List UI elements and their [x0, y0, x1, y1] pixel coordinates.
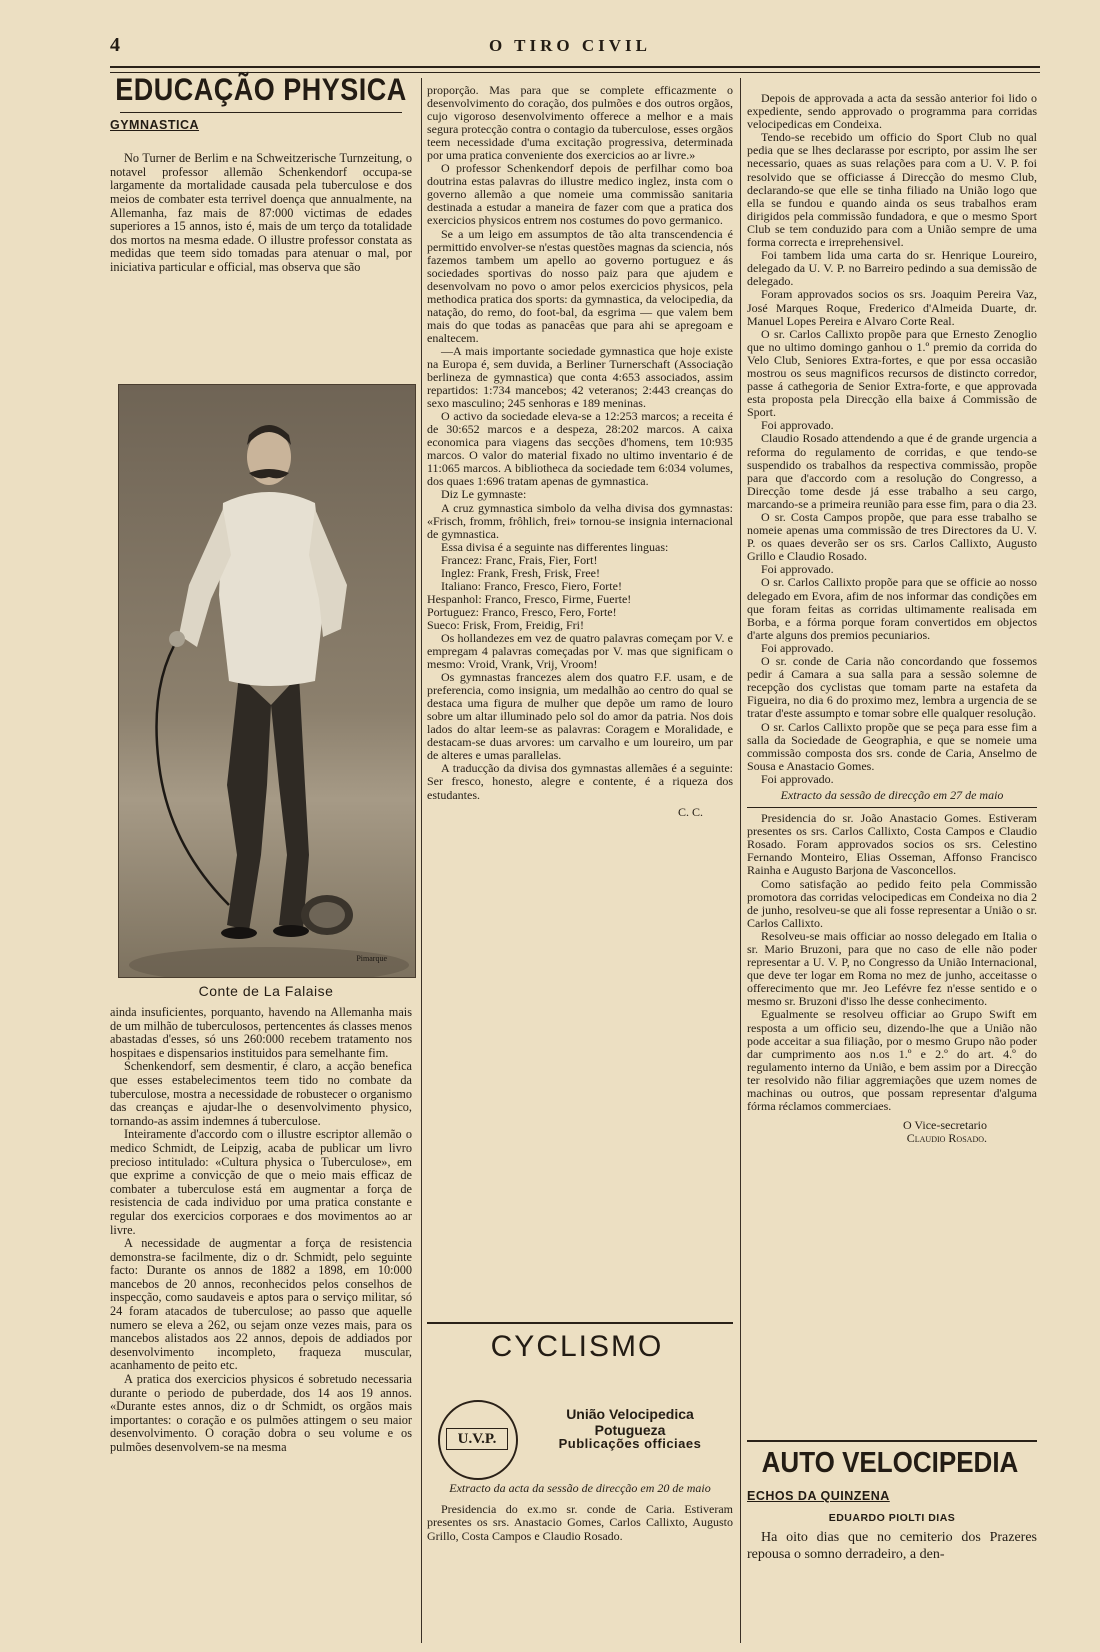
- newspaper-title: O TIRO CIVIL: [489, 36, 651, 55]
- paragraph: Ha oito dias que no cemiterio dos Prazeres repousa o somno derradeiro, a den-: [747, 1530, 1037, 1563]
- fencer-photograph: [118, 384, 416, 978]
- auto-subtitle: ECHOS DA QUINZENA: [747, 1489, 890, 1503]
- paragraph: Os hollandezes em vez de quatro palavras começam por V. e empregam 4 palavras começadas por V. mas que significam o mesmo: Vroid, Vrank, Vrij, Vroom!: [427, 630, 733, 672]
- column-1-top: [110, 72, 412, 275]
- paragraph: Foi approvado.: [761, 562, 834, 577]
- extract-heading: Extracto da acta da sessão de direcção em 20 de maio: [449, 1481, 711, 1495]
- column-1-bottom: [110, 1006, 412, 1455]
- auto-rule: [747, 1440, 1037, 1442]
- cyclismo-heading: [427, 1330, 727, 1364]
- motto-line: Sueco: Frisk, From, Freidig, Fri!: [427, 617, 585, 632]
- paragraph: O sr. Carlos Callixto propõe para que Ernesto Zenoglio que no ultimo domingo ganhou o 1.º premio da corrida do Velo Club, Seniores Extra-fortes, e que por essa occasião mostrou os seus magnificos recursos de distincto corredor, passe á cathegoria de Senior Extra-forte, e que approvada esta proposta pela Direcção ella baixe á Commissão de Sport.: [747, 326, 1037, 420]
- cyclismo-title: CYCLISMO: [490, 1330, 664, 1363]
- cyclismo-body: [427, 1482, 733, 1543]
- paragraph: Presidencia do ex.mo sr. conde de Caria. Estiveram presentes os srs. Anastacio Gomes, Carlos Callixto, Augusto Grillo, Costa Campos e Claudio Rosado.: [427, 1502, 733, 1543]
- paragraph: Depois de approvada a acta da sessão anterior foi lido o expediente, sendo approvado o programma para corridas velocipedicas em Condeixa.: [747, 91, 1037, 132]
- paragraph: —A mais importante sociedade gymnastica que hoje existe na Europa é, sem duvida, a Berliner Turnerschaft (Associação berlineza de gymnastica) que conta 4:653 associados, assim repartidos: 1:734 mancebos; 42 veteranos; 2:443 creanças do sexo masculino; 245 senhoras e 189 meninas.: [427, 343, 733, 411]
- paragraph: Os gymnastas francezes alem dos quatro F.F. usam, e de preferencia, como insignia, um medalhão ao centro do qual se destaca uma figura de mulher que depõe um ramo de louro sobre um altar illuminado pelo sol do amor da patria. Nos dois lados do altar leem-se as palavras: Coragem e Moralidade, e destacam-se duas arvores: um carvalho e um loureiro, um par de alteres e umas parallelas.: [427, 670, 733, 763]
- paragraph: ainda insuficientes, porquanto, havendo na Allemanha mais de um milhão de tuberculosos, pertencentes ás classes menos abastadas d'esses, só uns 260:000 recebem tratamento nos hospitaes e dispensarios instituidos para semelhante fim.: [110, 1005, 412, 1060]
- paragraph: Diz Le gymnaste:: [441, 487, 527, 502]
- paragraph: A pratica dos exercicios physicos é sobretudo necessaria durante o periodo de puberdade, dos 14 aos 19 annos. «Durante estes annos, diz o dr Schmidt, os orgãos mais importantes: o coração e os pulmões attingem o seu maior desenvolvimento. O coração dobra o seu volume e os pulmões desenvolvem-se na mesma: [110, 1372, 412, 1454]
- motto-line: Francez: Franc, Frais, Fier, Fort!: [441, 552, 598, 567]
- column-divider-2: [740, 78, 741, 1643]
- auto-author: EDUARDO PIOLTI DIAS: [828, 1511, 956, 1524]
- photo-signature: Pimarque: [356, 954, 387, 963]
- paragraph: O sr. Carlos Callixto propõe que se peça para esse fim a salla da Sociedade de Geographia, e que se nomeie uma commissão composta dos srs. conde de Caria, Anselmo de Sousa e Anastacio Gomes.: [747, 719, 1037, 773]
- paragraph: Foi approvado.: [761, 771, 834, 786]
- paragraph: O sr. Carlos Callixto propõe para que se officie ao nosso delegado em Evora, afim de nos informar das condições em que foram feitas as corridas ultimamente realisada em Borba, e a fórma porque foram convertidos em objectos d'arte alguns dos premios pecuniarios.: [747, 575, 1037, 642]
- paragraph: A cruz gymnastica simbolo da velha divisa dos gymnastas: «Frisch, fromm, frôhlich, frei» tornou-se insignia internacional de gymnastica.: [427, 500, 733, 541]
- motto-line: Portuguez: Franco, Fresco, Fero, Forte!: [427, 604, 617, 619]
- paragraph: Egualmente se resolveu officiar ao Grupo Swift em resposta a um officio seu, dizendo-lhe que a União não pode acceitar a sua filiação, por o mesmo Grupo não poder dar cumprimento aos n.os 1.º e 2.º do art. 4.º do regulamento interno da União, e bem assim por a Direcção ter resolvido não filiar aggremiações que uzem nomes de machinas ou outros, que possam representar d'alguma fórma réclamos commerciaes.: [747, 1007, 1037, 1114]
- motto-line: Hespanhol: Franco, Fresco, Firme, Fuerte!: [427, 591, 632, 606]
- extract-heading-2: Extracto da sessão de direcção em 27 de maio: [780, 787, 1004, 802]
- page-header: [110, 30, 1030, 66]
- paragraph: Foram approvados socios os srs. Joaquim Pereira Vaz, José Marques Roque, Frederico d'Almeida Duarte, dr. Manuel Lopes Pereira e Alvaro Corte Real.: [747, 287, 1037, 328]
- paragraph: Foi approvado.: [761, 640, 834, 655]
- title-rule: [120, 112, 402, 113]
- paragraph: Foi tambem lida uma carta do sr. Henrique Loureiro, delegado da U. V. P. no Barreiro pedindo a sua demissão de delegado.: [747, 248, 1037, 289]
- paragraph: A traducção da divisa dos gymnastas allemães é a seguinte: Ser fresco, honesto, alegre e contente, é a riqueza dos estudantes.: [427, 761, 733, 802]
- paragraph: A necessidade de augmentar a força de resistencia demonstra-se facilmente, diz o dr. Schmidt, pelo seguinte facto: Durante os annos de 1882 a 1898, em 10:000 mancebos de 20 annos, reconhecidos pelos conselhos de inspecção, como saudaveis e aptos para o serviço militar, só 24 foram atacados de tuberculose; ao passo que aquelle numero se eleva a 262, ou sejam onze vezes mais, para os mancebos alistados aos 22 annos, depois de addiados por desenvolvimento incompleto, fraqueza muscular, acanhamento de peito etc.: [110, 1236, 412, 1373]
- paragraph: Foi approvado.: [761, 418, 834, 433]
- signoff-name: Claudio Rosado.: [906, 1131, 987, 1146]
- paragraph: Essa divisa é a seguinte nas differentes linguas:: [441, 539, 669, 554]
- motto-line: Inglez: Frank, Fresh, Frisk, Free!: [441, 565, 600, 580]
- auto-section: [747, 1490, 1037, 1563]
- paragraph: Presidencia do sr. João Anastacio Gomes. Estiveram presentes os srs. Carlos Callixto, Costa Campos e Claudio Rosado. Foram approvados socios os srs. Celestino Fernando Monteiro, Elias Osseman, Affonso Francisco Rainha e Augusto Barjona de Vasconcellos.: [747, 811, 1037, 878]
- column-2: [427, 84, 733, 819]
- article-title: EDUCAÇÃO PHYSICA: [115, 72, 407, 108]
- uvp-subheading: Publicações officiaes: [558, 1436, 702, 1451]
- paragraph: proporção. Mas para que se complete efficazmente o desenvolvimento do coração, dos pulmões e dos outros orgãos, cujo vigoroso desenvolvimento offerece a melhor e a mais segura protecção contra o contagio da tuberculose, esses orgãos teem necessidade d'uma excitação progressiva, determinada por uma pratica conveniente dos exercicios ao ar livre.»: [427, 83, 733, 163]
- paragraph: O professor Schenkendorf depois de perfilhar como boa doutrina estas palavras do illustre medico inglez, insta com o governo allemão a que nomeie uma commissão sanitaria destinada a estudar a maneira de fazer com que a pratica dos exercicios physicos entrem nos costumes do povo germanico.: [427, 161, 733, 228]
- paragraph: O activo da sociedade eleva-se a 12:253 marcos; a receita é de 30:652 marcos e a despeza, 28:202 marcos. A caixa economica para viagens das secções d'homens, tem 10:935 marcos. O valor do material fixado no ultimo inventario é de 11:065 marcos. A bibliotheca da sociedade tem 6:034 volumes, dos quaes 1:696 tratam apenas de gymnastica.: [427, 409, 733, 489]
- signoff-role: O Vice-secretario: [902, 1118, 987, 1133]
- paragraph: Schenkendorf, sem desmentir, é claro, a acção benefica que esses estabelecimentos teem tido no combate da tuberculose, mostra a necessidade de robustecer o organismo das creanças e ajudar-lhe o desenvolvimento physico, tornando-as assim indemnes á tuberculose.: [110, 1059, 412, 1128]
- paragraph: O sr. Costa Campos propõe, que para esse trabalho se nomeie apenas uma commissão de tres Directores da U. V. P. os quaes deverão ser os srs. Carlos Callixto, Augusto Grillo e Claudio Rosado.: [747, 510, 1037, 564]
- paragraph: Como satisfação ao pedido feito pela Commissão promotora das corridas velocipedicas em Condeixa no dia 2 de junho, resolveu-se que ali fosse representar a União o sr. Carlos Callixto.: [747, 876, 1037, 930]
- uvp-name: União Velocipedica Potugueza: [566, 1406, 694, 1438]
- article-subtitle: GYMNASTICA: [110, 117, 200, 132]
- photo-caption: Conte de La Falaise: [198, 983, 334, 999]
- paragraph: Tendo-se recebido um officio do Sport Club no qual pedia que se lhes declarasse por escripto, por assim lhe ser necessario, quaes as suas relações para com a U. V. P. foi resolvido que se officiasse á Direcção do mesmo Club, declarando-se que elle se tinha filiado na União logo que ella se fundou e quando ainda os seus trabalhos eram dirigidos pela commissão fundadora, e que o mesmo Sport Club se tem conduzido para com a União sempre de uma forma correcta e irreprehensivel.: [747, 130, 1037, 250]
- motto-line: Italiano: Franco, Fresco, Fiero, Forte!: [441, 578, 622, 593]
- uvp-logo-text: U.V.P.: [446, 1428, 508, 1450]
- fencer-illustration: [119, 385, 415, 977]
- paragraph: Se a um leigo em assumptos de tão alta transcendencia é permittido envolver-se n'estas questões magnas da sciencia, nós fazemos tambem um apello ao governo portuguez e ás sociedades sportivas do nosso paiz para que ajudem e desenvolvam no povo o amor pelos exercicios physicos, pela methodica pratica dos sports: da gymnastica, da velocipedia, da natação, do remo, do foot-bal, da esgrima — que valem bem mais do que todas as panacêas que para ahi se apregoam e enaltecem.: [427, 226, 733, 345]
- paragraph: No Turner de Berlim e na Schweitzerische Turnzeitung, o notavel professor allemão Schenkendorf occupa-se largamente da mortalidade causada pela tuberculose e dos meios de combater esta terrivel doença que annualmente, na Allemanha, faz mais de 87:000 victimas de edades superiores a 15 annos, isto é, mais de um terço da totalidade dos mortos na mesma edade. O illustre professor constata as medidas que teem sido tomadas para atenuar o mal, por iniciativa particular e official, mas observa que são: [110, 151, 412, 274]
- extract-rule: [747, 807, 1037, 808]
- article-signature: C. C.: [677, 804, 703, 819]
- uvp-logo: [438, 1400, 518, 1480]
- paragraph: O sr. conde de Caria não concordando que fossemos pedir á Camara a sua salla para a sessão solemne de recepção dos cyclistas que tomam parte na estafeta da Figueira, no dia 6 do proximo mez, lembra a urgencia de se tratar d'este assumpto e tomar sobre elle qualquer resolução.: [747, 654, 1037, 721]
- page-number: 4: [110, 34, 120, 56]
- column-divider-1: [421, 78, 422, 1643]
- paragraph: Claudio Rosado attendendo a que é de grande urgencia a reforma do regulamento de corridas, e que tendo-se suspendido os trabalhos da respectiva commissão, propõe para que d'accordo com a resolução do Congresso, a Direcção tome desde já esse trabalho a seu cargo, marcando-se a primeira reunião para esse fim, para o dia 23.: [747, 431, 1037, 511]
- column-3: [747, 92, 1037, 1145]
- paragraph: Inteiramente d'accordo com o illustre escriptor allemão o medico Schmidt, de Leipzig, acaba de publicar um livro precioso intitulado: «Cultura physica o Tuberculose», em que exprime a convicção de que o meio mais efficaz de combater a tuberculose está em augmentar a força de resistencia de cada individuo por uma pratica constante e regular dos exercicios corporaes e dos movimentos ao ar livre.: [110, 1127, 412, 1237]
- cyclismo-rule: [427, 1322, 733, 1324]
- auto-title: AUTO VELOCIPEDIA: [761, 1445, 1019, 1479]
- paragraph: Resolveu-se mais officiar ao nosso delegado em Italia o sr. Mario Bruzoni, para que no caso de elle não poder representar a U. V. P, no Congresso da União Internacional, que deve ter logar em Roma no mez de junho, acceitasse o offerecimento que mr. Jeo Lefévre fez n'esse sentido e o mesmo sr. Bruzoni d'isso lhe desse conhecimento.: [747, 928, 1037, 1009]
